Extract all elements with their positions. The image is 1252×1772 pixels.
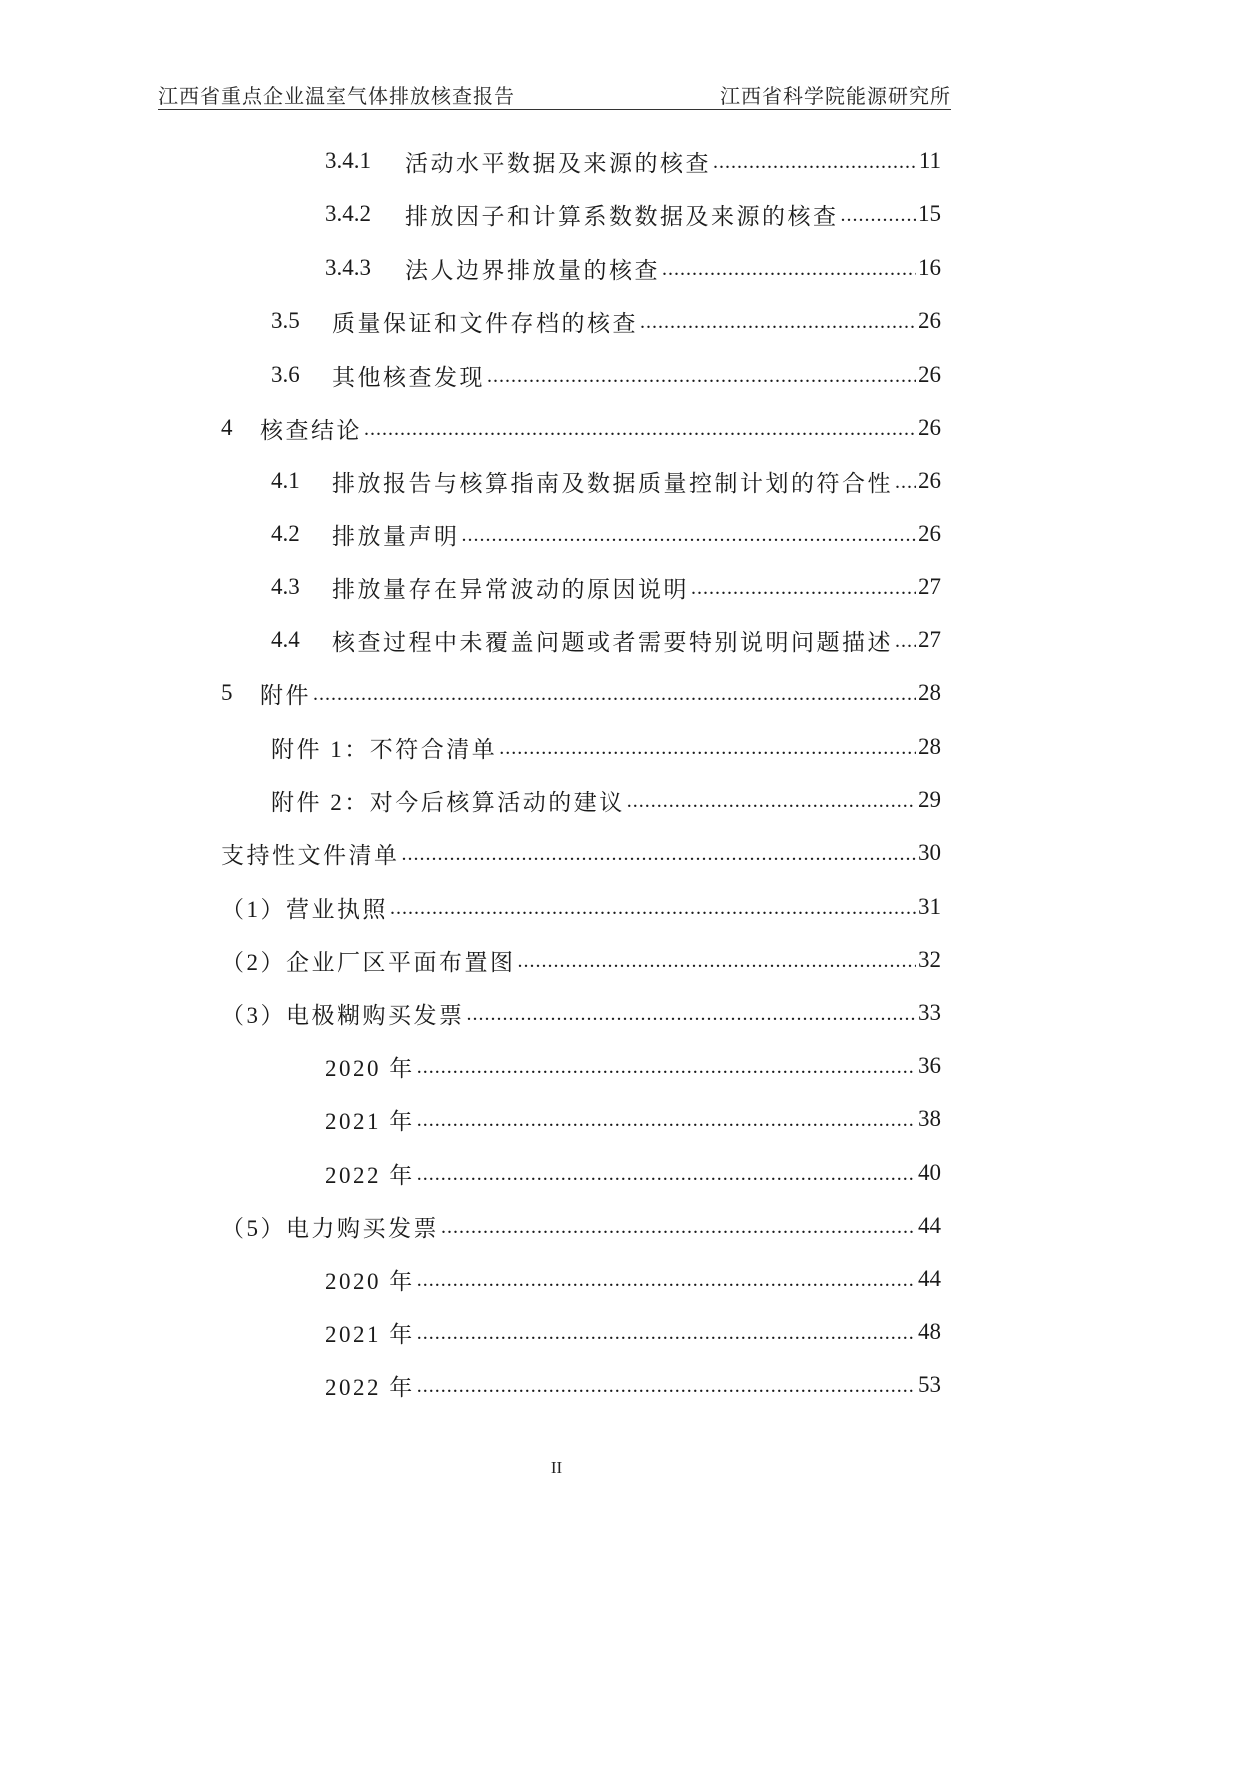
toc-entry-4-4[interactable] bbox=[271, 622, 941, 658]
toc-page: 44 bbox=[918, 1266, 941, 1291]
toc-page: 15 bbox=[918, 201, 941, 226]
toc-label: 2022 年 bbox=[325, 1374, 415, 1400]
toc-page: 28 bbox=[918, 734, 941, 759]
toc-label: 核查结论 bbox=[260, 417, 362, 443]
toc-label: 排放量声明 bbox=[332, 523, 460, 549]
toc-number: 3.4.3 bbox=[325, 255, 371, 280]
toc-number: 3.6 bbox=[271, 362, 300, 387]
toc-leader bbox=[417, 1261, 916, 1297]
toc-entry-appendix-2[interactable] bbox=[271, 782, 941, 818]
toc-page: 26 bbox=[918, 308, 941, 333]
toc-leader bbox=[841, 196, 917, 232]
toc-leader bbox=[417, 1155, 916, 1191]
toc-leader bbox=[713, 143, 917, 179]
toc-label: （3）电极糊购买发票 bbox=[221, 1002, 465, 1028]
toc-label: 附件 2：对今后核算活动的建议 bbox=[271, 789, 625, 815]
toc-page: 40 bbox=[918, 1160, 941, 1185]
toc-entry-plant-layout[interactable] bbox=[221, 942, 941, 978]
toc-leader bbox=[390, 889, 916, 925]
toc-page: 26 bbox=[918, 521, 941, 546]
toc-entry-business-license[interactable] bbox=[221, 889, 941, 925]
toc-entry-3-4-3[interactable] bbox=[325, 250, 941, 286]
toc-label: 其他核查发现 bbox=[332, 364, 485, 390]
toc-number: 4.3 bbox=[271, 574, 300, 599]
toc-number: 4.1 bbox=[271, 468, 300, 493]
toc-page: 33 bbox=[918, 1000, 941, 1025]
toc-leader bbox=[662, 250, 916, 286]
toc-leader bbox=[499, 729, 916, 765]
toc-leader bbox=[462, 516, 917, 552]
toc-page: 28 bbox=[918, 680, 941, 705]
toc-label: 排放量存在异常波动的原因说明 bbox=[332, 576, 689, 602]
toc-number: 4.2 bbox=[271, 521, 300, 546]
toc-label: 2022 年 bbox=[325, 1162, 415, 1188]
toc-entry-supporting-docs[interactable] bbox=[221, 835, 941, 871]
toc-label: 质量保证和文件存档的核查 bbox=[332, 310, 638, 336]
toc-label: 法人边界排放量的核查 bbox=[405, 257, 660, 283]
toc-leader bbox=[691, 569, 916, 605]
toc-number: 3.4.1 bbox=[325, 148, 371, 173]
toc-entry-electricity-2020[interactable] bbox=[325, 1261, 941, 1297]
toc-leader bbox=[441, 1208, 916, 1244]
toc-entry-4-2[interactable] bbox=[271, 516, 941, 552]
toc-page: 53 bbox=[918, 1372, 941, 1397]
toc-page: 27 bbox=[918, 627, 941, 652]
toc-label: 2021 年 bbox=[325, 1321, 415, 1347]
toc-page: 29 bbox=[918, 787, 941, 812]
page-number: II bbox=[550, 1458, 563, 1477]
toc-label: （2）企业厂区平面布置图 bbox=[221, 949, 516, 975]
toc-leader bbox=[417, 1367, 916, 1403]
toc-page: 26 bbox=[918, 415, 941, 440]
toc-page: 27 bbox=[918, 574, 941, 599]
toc-page: 48 bbox=[918, 1319, 941, 1344]
toc-entry-electricity-2021[interactable] bbox=[325, 1314, 941, 1350]
toc-leader bbox=[364, 410, 916, 446]
toc-entry-3-6[interactable] bbox=[271, 357, 941, 393]
toc-page: 30 bbox=[918, 840, 941, 865]
toc-page: 11 bbox=[918, 148, 941, 173]
toc-leader bbox=[467, 995, 917, 1031]
toc-leader bbox=[487, 357, 916, 393]
toc-label: 核查过程中未覆盖问题或者需要特别说明问题描述 bbox=[332, 629, 893, 655]
toc-label: 活动水平数据及来源的核查 bbox=[405, 150, 711, 176]
toc-leader bbox=[417, 1048, 916, 1084]
toc-leader bbox=[518, 942, 917, 978]
toc-number: 3.5 bbox=[271, 308, 300, 333]
toc-leader bbox=[417, 1101, 916, 1137]
toc-page: 36 bbox=[918, 1053, 941, 1078]
toc-entry-4-1[interactable] bbox=[271, 463, 941, 499]
toc-page: 32 bbox=[918, 947, 941, 972]
toc-entry-4[interactable] bbox=[221, 410, 941, 446]
toc-entry-electricity-invoices[interactable] bbox=[221, 1208, 941, 1244]
toc-page: 38 bbox=[918, 1106, 941, 1131]
toc-entry-electricity-2022[interactable] bbox=[325, 1367, 941, 1403]
toc-entry-appendix-1[interactable] bbox=[271, 729, 941, 765]
toc-label: 2020 年 bbox=[325, 1268, 415, 1294]
toc-entry-3-5[interactable] bbox=[271, 303, 941, 339]
toc-label: 2020 年 bbox=[325, 1055, 415, 1081]
toc-leader bbox=[417, 1314, 916, 1350]
toc-leader bbox=[895, 463, 916, 499]
toc-page: 26 bbox=[918, 468, 941, 493]
toc-leader bbox=[895, 622, 916, 658]
toc-number: 4.4 bbox=[271, 627, 300, 652]
toc-leader bbox=[640, 303, 916, 339]
toc-number: 4 bbox=[221, 415, 233, 440]
toc-entry-electrode-2021[interactable] bbox=[325, 1101, 941, 1137]
toc-label: 附件 1：不符合清单 bbox=[271, 736, 498, 762]
toc-page: 31 bbox=[918, 894, 941, 919]
toc-number: 3.4.2 bbox=[325, 201, 371, 226]
report-title: 江西省重点企业温室气体排放核查报告 bbox=[158, 86, 515, 108]
toc-entry-3-4-2[interactable] bbox=[325, 196, 941, 232]
toc-label: 附件 bbox=[260, 682, 311, 708]
toc-label: （5）电力购买发票 bbox=[221, 1215, 439, 1241]
toc-leader bbox=[627, 782, 916, 818]
toc-page: 16 bbox=[918, 255, 941, 280]
toc-entry-electrode-paste-invoices[interactable] bbox=[221, 995, 941, 1031]
toc-page: 44 bbox=[918, 1213, 941, 1238]
toc-page: 26 bbox=[918, 362, 941, 387]
toc-entry-electrode-2020[interactable] bbox=[325, 1048, 941, 1084]
toc-label: （1）营业执照 bbox=[221, 896, 388, 922]
toc-label: 2021 年 bbox=[325, 1108, 415, 1134]
toc-number: 5 bbox=[221, 680, 233, 705]
toc-entry-5[interactable] bbox=[221, 675, 941, 711]
toc-entry-4-3[interactable] bbox=[271, 569, 941, 605]
toc-label: 排放因子和计算系数数据及来源的核查 bbox=[405, 203, 839, 229]
toc-entry-3-4-1[interactable] bbox=[325, 143, 941, 179]
toc-label: 排放报告与核算指南及数据质量控制计划的符合性 bbox=[332, 470, 893, 496]
toc-label: 支持性文件清单 bbox=[221, 842, 400, 868]
toc-leader bbox=[402, 835, 917, 871]
institute-name: 江西省科学院能源研究所 bbox=[720, 86, 951, 108]
toc-entry-electrode-2022[interactable] bbox=[325, 1155, 941, 1191]
toc-leader bbox=[313, 675, 916, 711]
